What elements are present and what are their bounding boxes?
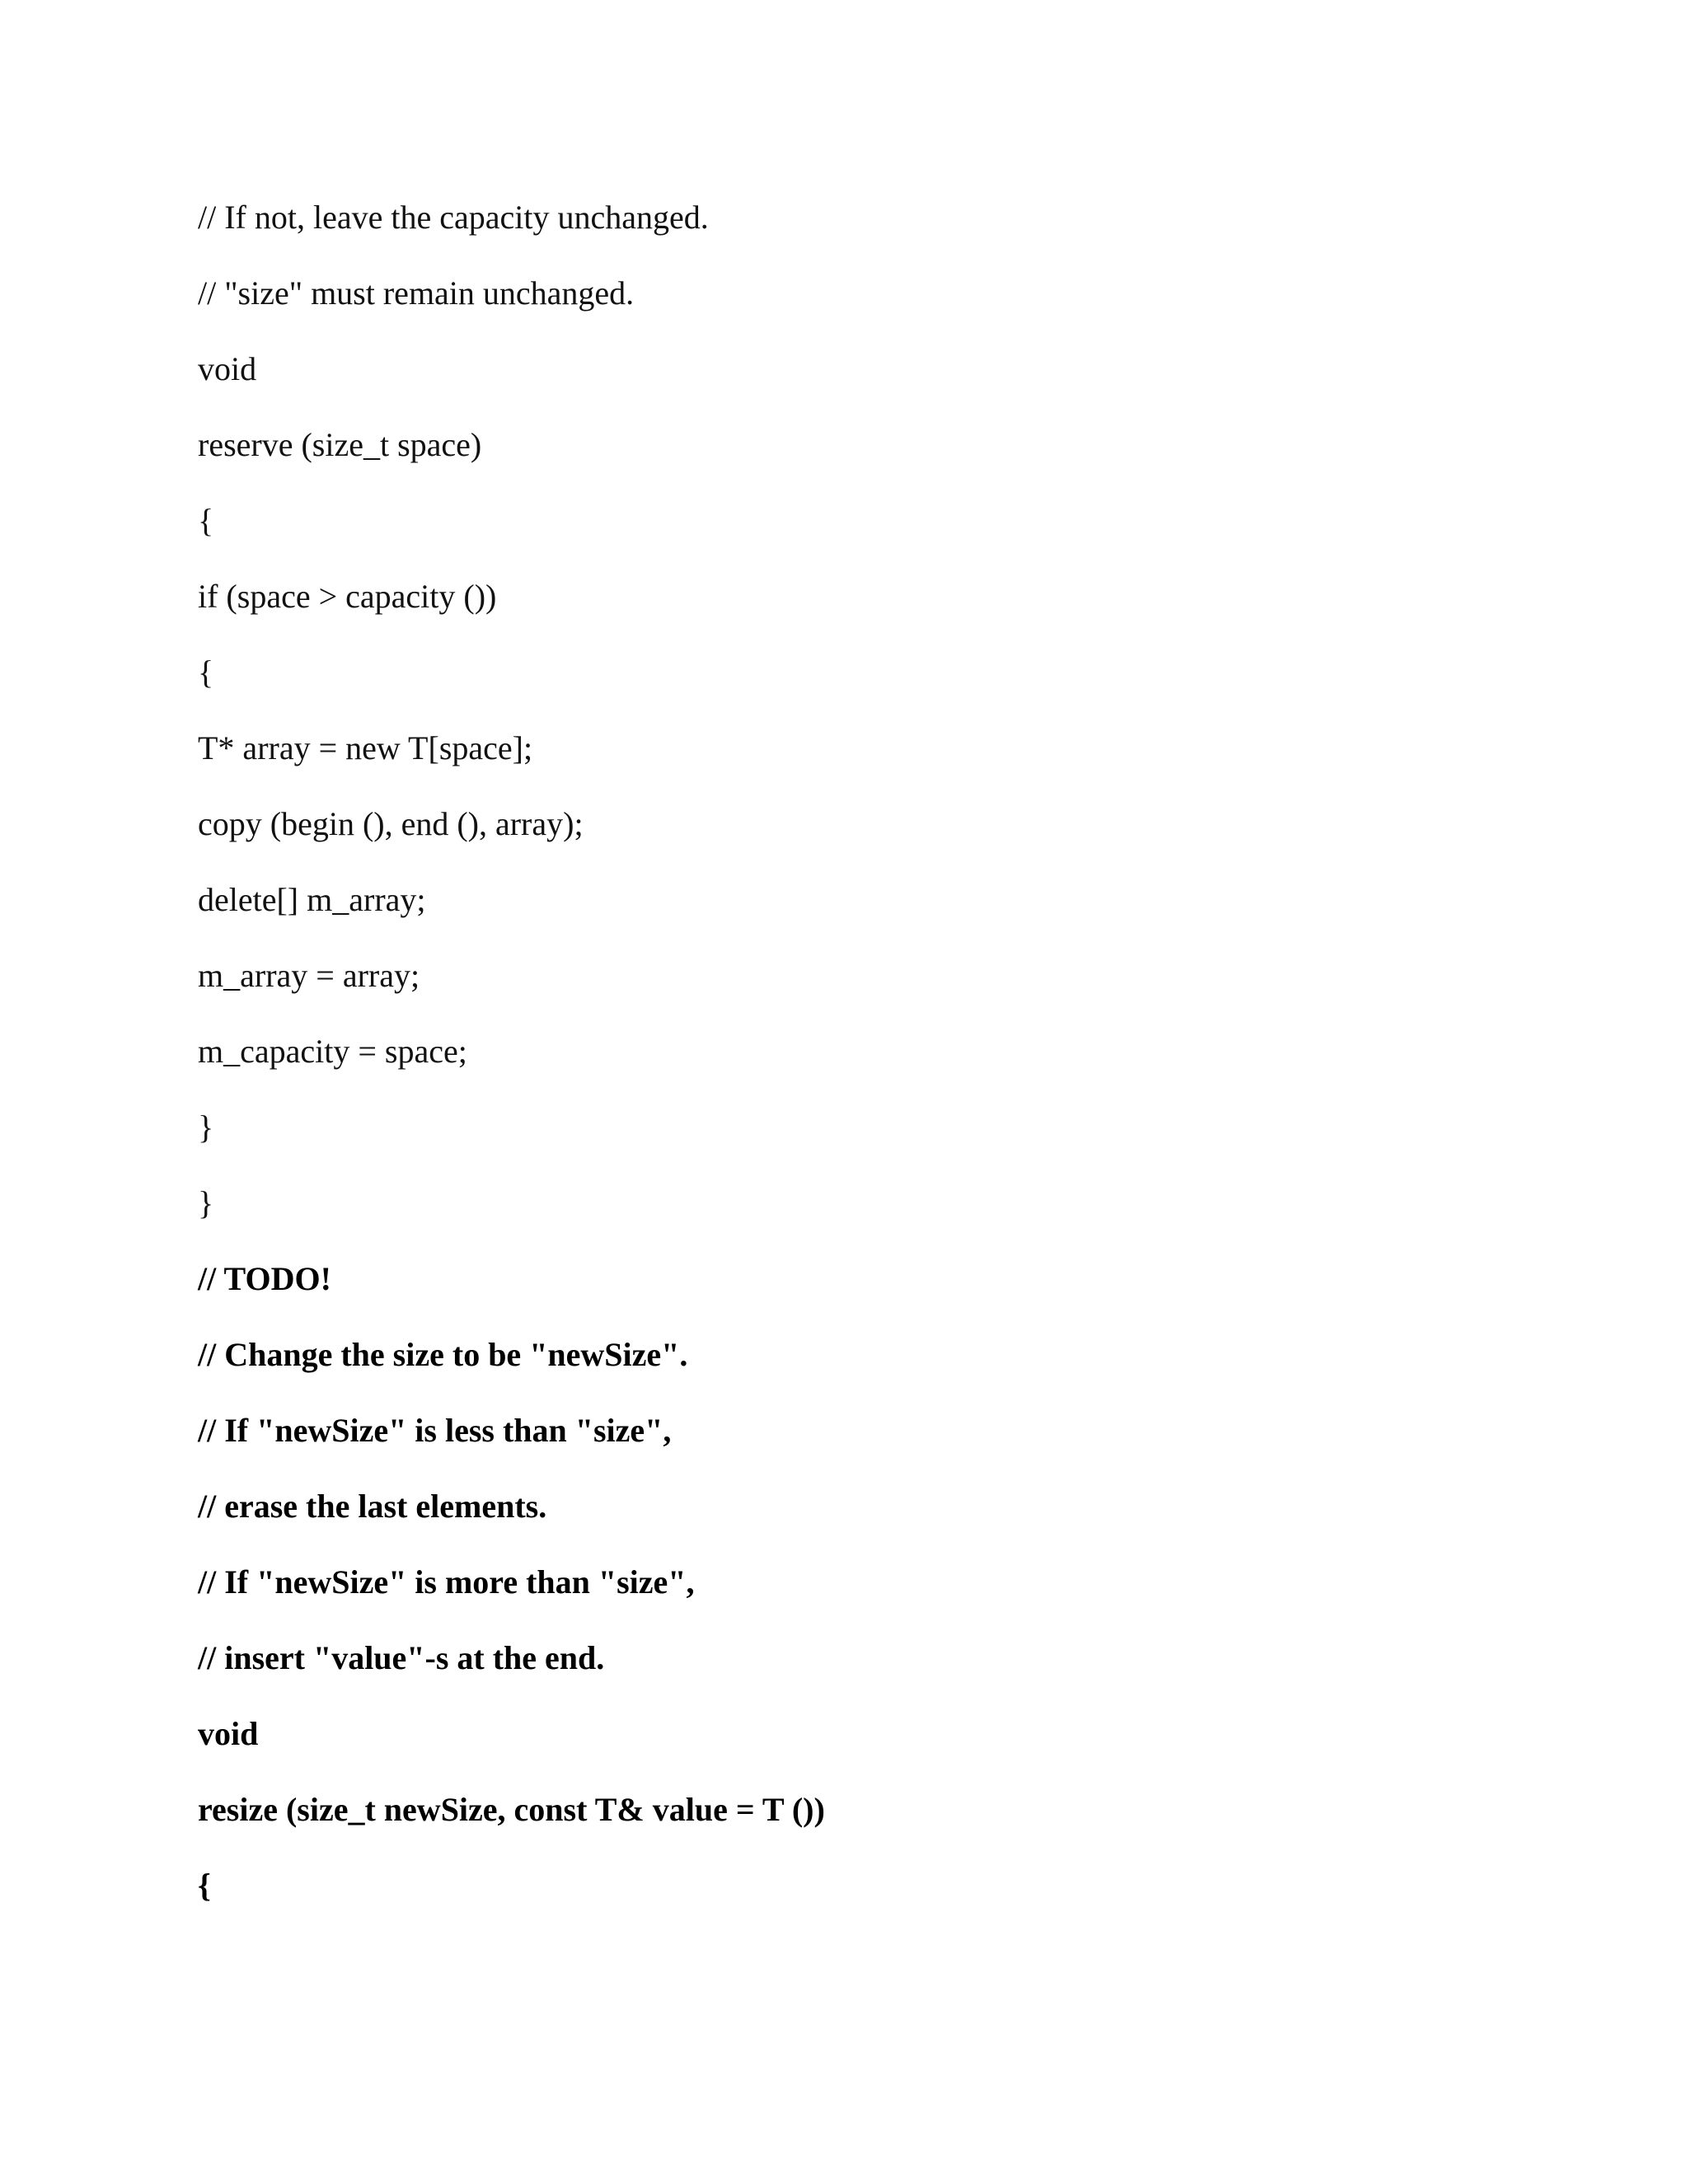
code-line: { <box>198 502 214 539</box>
code-line: // TODO! <box>198 1260 331 1297</box>
code-line: } <box>198 1108 214 1146</box>
code-line: // insert "value"-s at the end. <box>198 1639 605 1676</box>
code-line: // "size" must remain unchanged. <box>198 274 635 312</box>
code-line: } <box>198 1184 214 1221</box>
code-line: resize (size_t newSize, const T& value = T ()) <box>198 1791 825 1828</box>
code-line: delete[] m_array; <box>198 881 426 918</box>
code-line: { <box>198 654 214 691</box>
code-line: // erase the last elements. <box>198 1488 547 1525</box>
code-line: // If "newSize" is more than "size", <box>198 1563 695 1601</box>
code-line: void <box>198 350 257 387</box>
code-line: { <box>198 1867 211 1904</box>
code-line: // Change the size to be "newSize". <box>198 1336 688 1373</box>
code-listing <box>198 195 1599 1939</box>
code-line: copy (begin (), end (), array); <box>198 805 584 842</box>
code-line: reserve (size_t space) <box>198 426 482 463</box>
code-line: // If "newSize" is less than "size", <box>198 1412 672 1449</box>
code-line: void <box>198 1715 259 1752</box>
code-line: if (space > capacity ()) <box>198 578 497 615</box>
code-line: m_capacity = space; <box>198 1033 467 1070</box>
code-line: // If not, leave the capacity unchanged. <box>198 199 709 236</box>
code-line: m_array = array; <box>198 957 420 994</box>
code-line: T* array = new T[space]; <box>198 729 533 766</box>
